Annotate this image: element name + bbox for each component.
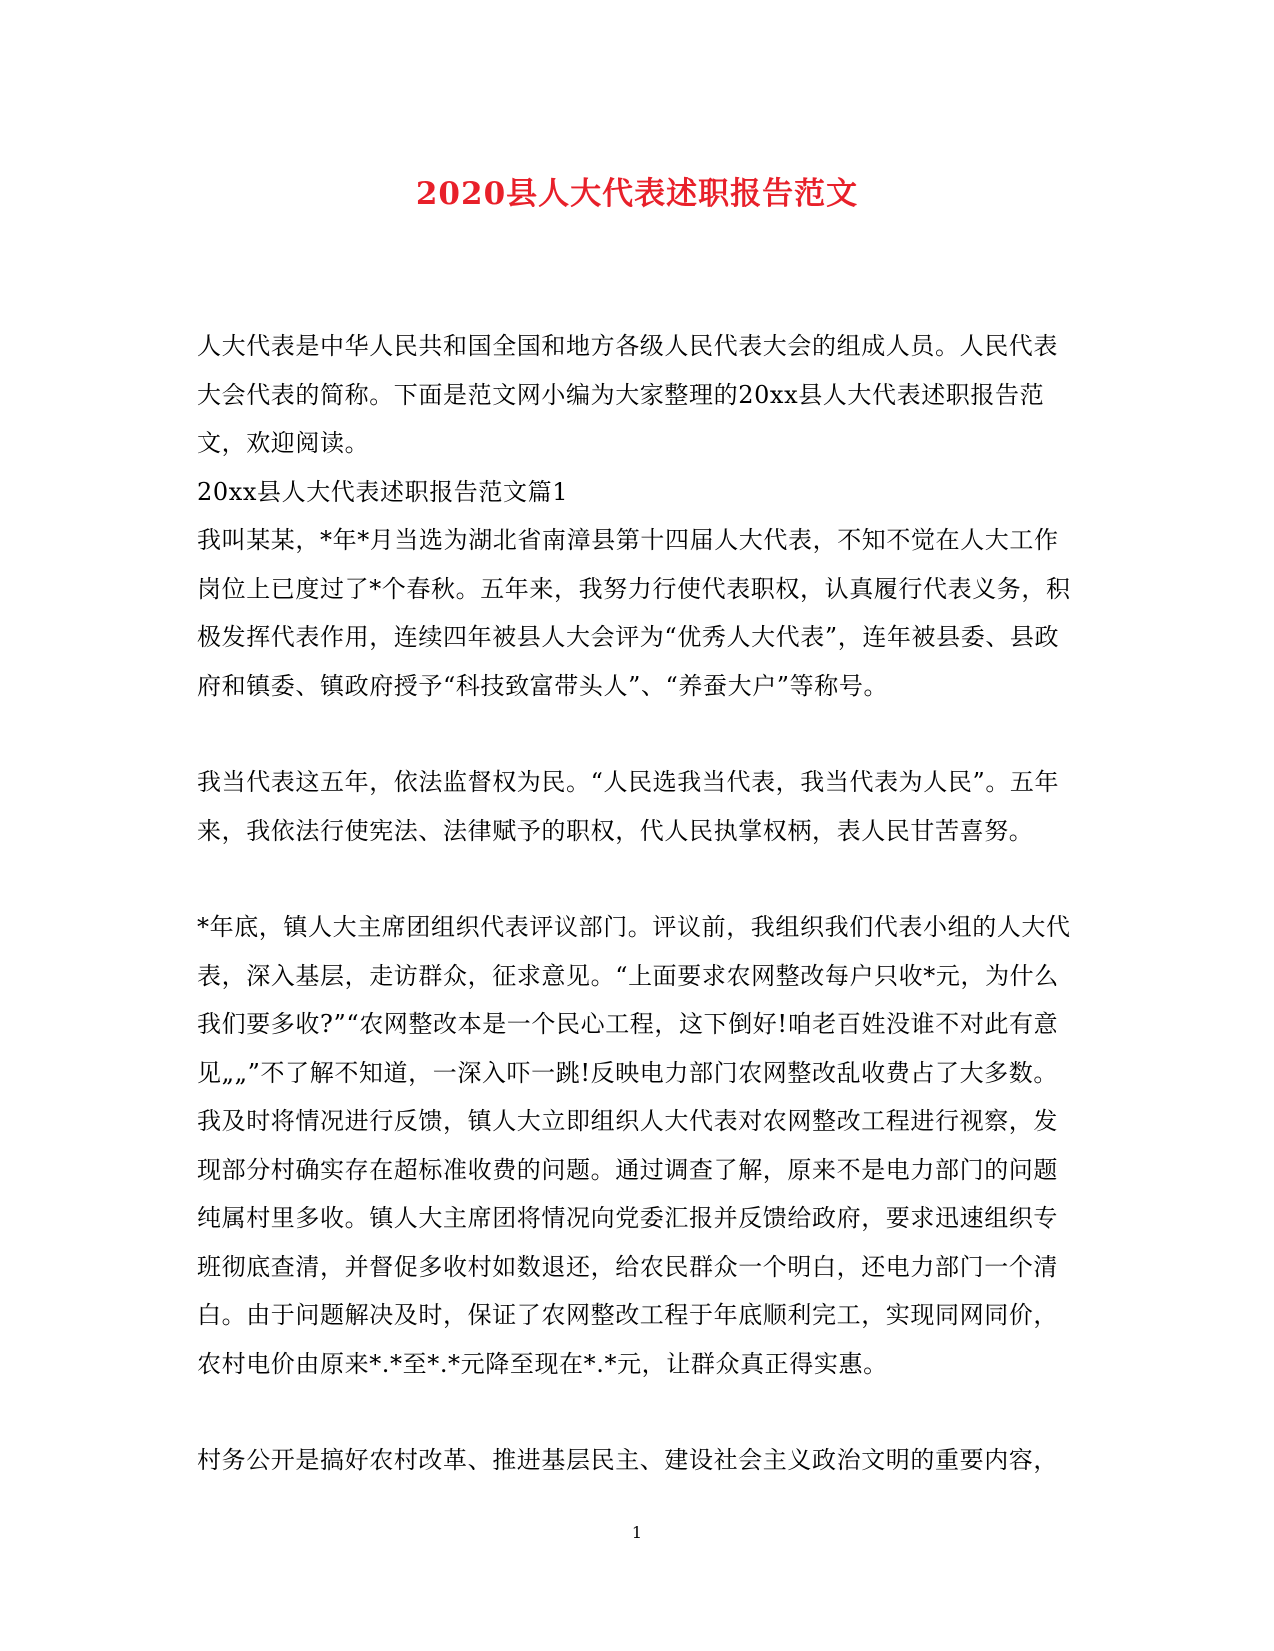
- paragraph-gap: [197, 855, 1077, 903]
- paragraph-gap: [197, 710, 1077, 758]
- body-paragraph: 村务公开是搞好农村改革、推进基层民主、建设社会主义政治文明的重要内容，: [197, 1446, 1058, 1474]
- body-paragraph: 我叫某某，*年*月当选为湖北省南漳县第十四届人大代表，不知不觉在人大工作岗位上已度过了*个春秋。五年来，我努力行使代表职权，认真履行代表义务，积极发挥代表作用，连续四年被县人大会评为“优秀人大代表”，连年被县委、县政府和镇委、镇政府授予“科技致富带头人”、“养蚕大户”等称号。: [197, 526, 1071, 700]
- body-paragraph: 我当代表这五年，依法监督权为民。“人民选我当代表，我当代表为人民”。五年来，我依法行使宪法、法律赋予的职权，代人民执掌权柄，表人民甘苦喜努。: [197, 768, 1060, 845]
- document-body: [197, 322, 1077, 1485]
- section-heading: 20xx县人大代表述职报告范文篇1: [197, 477, 569, 506]
- page-number: 1: [631, 1523, 643, 1542]
- intro-paragraph: 人大代表是中华人民共和国全国和地方各级人民代表大会的组成人员。人民代表大会代表的简称。下面是范文网小编为大家整理的20xx县人大代表述职报告范文，欢迎阅读。: [197, 332, 1058, 457]
- body-paragraph: *年底，镇人大主席团组织代表评议部门。评议前，我组织我们代表小组的人大代表，深入基层，走访群众，征求意见。“上面要求农网整改每户只收*元，为什么我们要多收?”“农网整改本是一个民心工程，这下倒好!咱老百姓没谁不对此有意见„„”不了解不知道，一深入吓一跳!反映电力部门农网整改乱收费占了大多数。我及时将情况进行反馈，镇人大立即组织人大代表对农网整改工程进行视察，发现部分村确实存在超标准收费的问题。通过调查了解，原来不是电力部门的问题纯属村里多收。镇人大主席团将情况向党委汇报并反馈给政府，要求迅速组织专班彻底查清，并督促多收村如数退还，给农民群众一个明白，还电力部门一个清白。由于问题解决及时，保证了农网整改工程于年底顺利完工，实现同网同价，农村电价由原来*.*至*.*元降至现在*.*元，让群众真正得实惠。: [197, 913, 1071, 1378]
- document-title: 2020县人大代表述职报告范文: [415, 176, 859, 212]
- paragraph-gap: [197, 1388, 1077, 1436]
